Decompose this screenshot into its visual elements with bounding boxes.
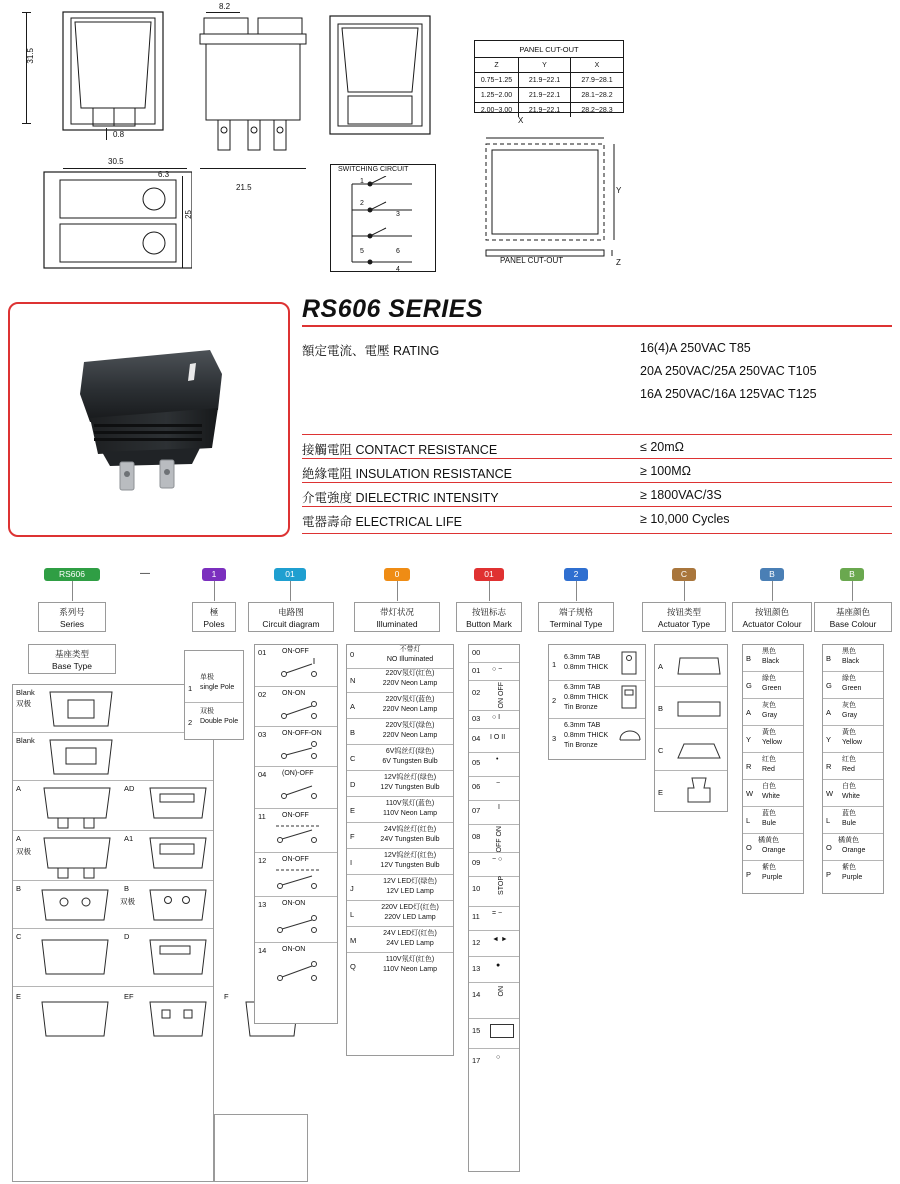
illum-cn-2: 220V氖灯(蓝色)	[385, 696, 435, 703]
circuit-code-7: 14	[258, 946, 267, 955]
base-type-figure-10	[36, 990, 116, 1042]
chip-series: RS606	[44, 568, 100, 581]
spec-value-electrical-life: ≥ 10,000 Cycles	[640, 512, 730, 526]
terminal-figure-2	[616, 722, 644, 748]
mark-sym-6: −	[496, 780, 501, 787]
terminal-num-3: 3	[396, 211, 400, 218]
base-type-code-11: EF	[124, 992, 134, 1001]
illum-en-0: NO Illuminated	[386, 656, 434, 663]
term-l2-0: 0.8mm THICK	[564, 664, 609, 671]
illum-en-1: 220V Neon Lamp	[382, 680, 438, 687]
act-col-code-4: R	[746, 762, 752, 771]
colhdr-actuator-type-en: Actuator Type	[657, 619, 711, 629]
mark-code-4: 04	[472, 734, 481, 743]
act-col-en-2: Gray	[762, 712, 778, 719]
base-col-code-3: Y	[826, 735, 832, 744]
mark-code-10: 10	[472, 884, 481, 893]
act-col-code-2: A	[746, 708, 752, 717]
illum-code-4: C	[350, 754, 356, 763]
base-col-cn-5: 白色	[842, 783, 856, 790]
panel-cutout-drawing	[478, 126, 628, 271]
table-row: 1.25~2.00 21.9~22.1 28.1~28.2	[475, 88, 623, 103]
illum-en-9: 12V LED Lamp	[386, 888, 434, 895]
front-view-drawing	[45, 8, 185, 138]
terminal-num-2: 2	[360, 200, 364, 207]
mark-sym-5: •	[496, 756, 499, 763]
dim-height-25: 25	[184, 210, 193, 219]
mark-code-1: 01	[472, 666, 481, 675]
base-col-code-2: A	[826, 708, 832, 717]
circuit-code-5: 12	[258, 856, 267, 865]
mark-code-8: 08	[472, 832, 481, 841]
illum-en-4: 6V Tungsten Bulb	[382, 758, 438, 765]
axis-z-label: Z	[616, 258, 621, 267]
colhdr-poles-en: Poles	[203, 619, 225, 629]
mark-code-5: 05	[472, 758, 481, 767]
base-col-code-8: P	[826, 870, 832, 879]
colhdr-terminal-cn: 端子规格	[558, 607, 593, 617]
act-col-en-5: White	[762, 793, 780, 800]
colhdr-base-colour-cn: 基座颜色	[835, 607, 870, 617]
mark-code-3: 03	[472, 714, 481, 723]
act-col-cn-7: 橘黄色	[758, 837, 779, 844]
divider	[302, 458, 892, 459]
chip-poles: 1	[202, 568, 226, 581]
mark-sym-9: − ○	[492, 856, 503, 863]
illum-en-3: 220V Neon Lamp	[382, 732, 438, 739]
spec-label-insulation-resistance: 絶緣電阻 INSULATION RESISTANCE	[302, 467, 512, 481]
chip-illuminated: 0	[384, 568, 410, 581]
illum-code-7: F	[350, 832, 355, 841]
act-col-cn-8: 紫色	[762, 864, 776, 871]
mark-sym-15-shape	[490, 1024, 514, 1038]
term-l1-2: 6.3mm TAB	[564, 722, 601, 729]
ordering-code-table	[6, 562, 896, 1182]
illum-cn-4: 6V钨丝灯(绿色)	[385, 748, 435, 755]
act-col-cn-4: 红色	[762, 756, 776, 763]
term-l3-1: Tin Bronze	[564, 704, 598, 711]
mark-code-2: 02	[472, 688, 481, 697]
base-col-code-7: O	[826, 843, 832, 852]
term-code-2: 3	[552, 734, 557, 743]
base-type-code-7: B	[124, 884, 130, 893]
base-type-code-5: A1	[124, 834, 134, 843]
table-row	[475, 58, 623, 73]
act-col-code-8: P	[746, 870, 752, 879]
act-type-code-2: C	[658, 746, 664, 755]
base-col-en-2: Gray	[842, 712, 858, 719]
illum-code-11: M	[350, 936, 357, 945]
panel-cutout-table	[474, 40, 624, 113]
col-header-x: X	[594, 61, 600, 69]
act-col-en-4: Red	[762, 766, 775, 773]
illum-en-7: 24V Tungsten Bulb	[380, 836, 440, 843]
illum-cn-6: 110V氖灯(蓝色)	[385, 800, 435, 807]
colhdr-illuminated-cn: 带灯状况	[379, 607, 414, 617]
colhdr-series-en: Series	[59, 619, 85, 629]
base-type-code-6: B	[16, 884, 22, 893]
base-col-cn-7: 橘黄色	[838, 837, 859, 844]
base-type-figure-11	[146, 990, 212, 1042]
circuit-figure-3	[274, 780, 332, 804]
table-row: 0.75~1.25 21.9~22.1 27.9~28.1	[475, 73, 623, 88]
act-col-code-0: B	[746, 654, 752, 663]
terminal-num-1: 1	[360, 178, 364, 185]
terminal-figure-1	[618, 684, 642, 710]
colhdr-poles-cn: 極	[209, 607, 219, 617]
base-type-cn: 基座类型	[54, 649, 89, 659]
circuit-label-5: ON-OFF	[282, 856, 309, 863]
base-col-code-4: R	[826, 762, 832, 771]
base-col-en-1: Green	[842, 685, 862, 692]
term-l3-2: Tin Bronze	[564, 742, 598, 749]
mark-sym-8: OFF ON	[496, 826, 503, 853]
act-col-code-3: Y	[746, 735, 752, 744]
circuit-code-6: 13	[258, 900, 267, 909]
circuit-figure-0	[274, 658, 332, 682]
illum-code-6: E	[350, 806, 356, 815]
circuit-label-1: ON-ON	[282, 690, 306, 697]
base-type-figure-1	[46, 734, 116, 778]
product-photo-frame	[8, 302, 290, 537]
illum-cn-11: 24V LED灯(红色)	[383, 930, 437, 937]
circuit-label-6: ON-ON	[282, 900, 306, 907]
mark-sym-12: ◄ ►	[492, 936, 508, 943]
terminal-num-4: 4	[396, 266, 400, 273]
poles-cn-2: 双极	[200, 708, 214, 715]
dim-width-30-5: 30.5	[108, 157, 124, 166]
spec-value-contact-resistance: ≤ 20mΩ	[640, 440, 684, 454]
chip-actuator-colour: B	[760, 568, 784, 581]
base-col-en-5: White	[842, 793, 860, 800]
illum-en-10: 220V LED Lamp	[384, 914, 436, 921]
spec-label-contact-resistance: 接觸電阻 CONTACT RESISTANCE	[302, 443, 498, 457]
act-col-cn-5: 白色	[762, 783, 776, 790]
base-col-cn-0: 黑色	[842, 648, 856, 655]
circuit-figure-4	[270, 822, 332, 848]
divider	[302, 482, 892, 483]
illum-en-12: 110V Neon Lamp	[383, 966, 437, 973]
act-col-code-1: G	[746, 681, 752, 690]
illum-cn-9: 12V LED灯(绿色)	[383, 878, 437, 885]
button-mark-box	[468, 644, 520, 1172]
mark-code-11: 11	[472, 912, 480, 921]
circuit-label-2: ON-OFF-ON	[282, 730, 322, 737]
chip-terminal: 2	[564, 568, 588, 581]
base-col-cn-3: 黃色	[842, 729, 856, 736]
base-type-code-9: D	[124, 932, 130, 941]
axis-x-label: X	[518, 116, 524, 125]
divider	[302, 434, 892, 435]
spec-value-insulation-resistance: ≥ 100MΩ	[640, 464, 691, 478]
mark-code-9: 09	[472, 858, 481, 867]
chip-circuit: 01	[274, 568, 306, 581]
term-code-0: 1	[552, 660, 557, 669]
illum-cn-0: 不带灯	[399, 646, 421, 653]
act-col-cn-3: 黃色	[762, 729, 776, 736]
mark-code-6: 06	[472, 782, 481, 791]
colhdr-button-mark-en: Button Mark	[466, 619, 512, 629]
page-title: RS606 SERIES	[302, 295, 484, 323]
base-col-en-6: Bule	[842, 820, 857, 827]
act-col-cn-6: 蓝色	[762, 810, 776, 817]
circuit-figure-7	[270, 956, 332, 990]
colhdr-circuit-en: Circuit diagram	[262, 619, 320, 629]
actuator-figure-3	[674, 774, 724, 808]
divider	[302, 506, 892, 507]
base-col-cn-4: 红色	[842, 756, 856, 763]
illum-cn-3: 220V氖灯(绿色)	[385, 722, 435, 729]
illum-code-10: L	[350, 910, 355, 919]
illum-cn-5: 12V钨丝灯(绿色)	[383, 774, 437, 781]
base-col-en-3: Yellow	[842, 739, 862, 746]
base-type-code-8: C	[16, 932, 22, 941]
product-photo	[72, 344, 232, 494]
poles-box	[184, 650, 244, 740]
act-col-cn-0: 黑色	[762, 648, 776, 655]
base-type-sub-4: 双极	[16, 847, 31, 856]
circuit-figure-5	[270, 866, 332, 894]
switching-circuit-diagram	[334, 176, 432, 270]
base-col-cn-2: 灰色	[842, 702, 856, 709]
chip-base-colour: B	[840, 568, 864, 581]
base-type-figure-2	[40, 782, 116, 830]
terminal-num-5: 5	[360, 248, 364, 255]
base-type-code-2: A	[16, 784, 22, 793]
dim-6-3: 6.3	[158, 170, 170, 179]
dim-21-5: 21.5	[236, 183, 252, 192]
circuit-code-1: 02	[258, 690, 267, 699]
actuator-figure-0	[674, 652, 724, 682]
circuit-code-4: 11	[258, 812, 266, 821]
spec-label-electrical-life: 電器壽命 ELECTRICAL LIFE	[302, 515, 462, 529]
chip-separator: —	[140, 568, 150, 579]
illum-cn-1: 220V氖灯(红色)	[385, 670, 435, 677]
base-col-code-5: W	[826, 789, 834, 798]
base-col-code-1: G	[826, 681, 832, 690]
mark-sym-4: I O II	[490, 734, 506, 741]
mark-code-15: 15	[472, 1026, 481, 1035]
term-l2-2: 0.8mm THICK	[564, 732, 609, 739]
illum-code-8: I	[350, 858, 353, 867]
base-type-code-1: Blank	[16, 736, 35, 745]
illum-en-2: 220V Neon Lamp	[382, 706, 438, 713]
rear-view-drawing	[326, 10, 436, 140]
illum-en-11: 24V LED Lamp	[386, 940, 434, 947]
illum-en-5: 12V Tungsten Bulb	[380, 784, 440, 791]
mark-sym-13: ●	[496, 962, 501, 969]
spec-value-rating-1: 16(4)A 250VAC T85	[640, 341, 751, 355]
chip-actuator-type: C	[672, 568, 696, 581]
base-col-cn-1: 綠色	[842, 675, 856, 682]
poles-cn-1: 单极	[200, 674, 214, 681]
act-col-code-5: W	[746, 789, 754, 798]
base-col-en-7: Orange	[842, 847, 866, 854]
base-type-extra-box	[214, 1114, 308, 1182]
illum-code-12: Q	[350, 962, 356, 971]
base-col-en-8: Purple	[842, 874, 863, 881]
act-col-en-8: Purple	[762, 874, 783, 881]
act-col-en-3: Yellow	[762, 739, 782, 746]
act-col-code-6: L	[746, 816, 751, 825]
mark-sym-11: = −	[492, 910, 503, 917]
mark-sym-2: ON OFF	[498, 682, 505, 709]
term-code-1: 2	[552, 696, 557, 705]
base-type-figure-0	[46, 686, 116, 730]
colhdr-terminal-en: Terminal Type	[549, 619, 603, 629]
col-header-y: Y	[519, 58, 571, 72]
illum-code-5: D	[350, 780, 356, 789]
spec-value-dielectric-intensity: ≥ 1800VAC/3S	[640, 488, 722, 502]
table-row: 2.00~3.00 21.9~22.1 28.2~28.3	[475, 103, 623, 117]
act-type-code-0: A	[658, 662, 664, 671]
divider	[302, 533, 892, 534]
circuit-code-0: 01	[258, 648, 267, 657]
base-type-code-3: AD	[124, 784, 135, 793]
base-type-code-12: F	[224, 992, 229, 1001]
col-header-z: Z	[475, 58, 519, 72]
mark-sym-14: ON	[498, 986, 505, 997]
dim-8-2: 8.2	[219, 2, 231, 11]
colhdr-button-mark-cn: 按钮标志	[471, 607, 506, 617]
base-type-figure-3	[146, 782, 212, 830]
terminal-figure-0	[618, 650, 642, 676]
base-type-code-4: A	[16, 834, 22, 843]
act-col-en-6: Bule	[762, 820, 777, 827]
mark-sym-7: I	[498, 804, 500, 811]
illum-code-1: N	[350, 676, 356, 685]
mark-sym-3: ○ I	[492, 714, 501, 721]
base-type-sub-7: 双极	[120, 897, 135, 906]
base-type-code-10: E	[16, 992, 22, 1001]
actuator-figure-2	[674, 736, 724, 766]
base-col-cn-6: 蓝色	[842, 810, 856, 817]
base-col-cn-8: 紫色	[842, 864, 856, 871]
poles-en-2: Double Pole	[200, 718, 239, 725]
base-type-figure-7	[146, 882, 212, 928]
circuit-label-3: (ON)-OFF	[282, 770, 314, 777]
poles-code-2: 2	[188, 718, 193, 727]
switching-circuit-label: SWITCHING CIRCUIT	[338, 166, 409, 173]
illum-en-6: 110V Neon Lamp	[383, 810, 437, 817]
mark-sym-16: ○	[496, 1054, 501, 1061]
illum-cn-8: 12V钨丝灯(红色)	[383, 852, 437, 859]
dim-0-8: 0.8	[113, 130, 125, 139]
illum-code-0: 0	[350, 650, 355, 659]
spec-value-rating-3: 16A 250VAC/16A 125VAC T125	[640, 387, 817, 401]
illum-code-9: J	[350, 884, 354, 893]
actuator-figure-1	[674, 694, 724, 724]
act-col-en-1: Green	[762, 685, 782, 692]
base-type-figure-4	[40, 832, 116, 880]
term-l1-0: 6.3mm TAB	[564, 654, 601, 661]
circuit-figure-2	[274, 740, 332, 764]
technical-drawings	[0, 0, 900, 285]
illum-code-3: B	[350, 728, 356, 737]
illum-cn-10: 220V LED灯(红色)	[381, 904, 439, 911]
mark-code-7: 07	[472, 806, 481, 815]
illum-cn-12: 110V氖灯(红色)	[385, 956, 435, 963]
colhdr-actuator-colour-en: Actuator Colour	[742, 619, 802, 629]
poles-code-1: 1	[188, 684, 193, 693]
base-type-code-0: Blank	[16, 688, 35, 697]
base-type-figure-8	[36, 930, 116, 982]
base-col-en-4: Red	[842, 766, 855, 773]
base-type-figure-6	[36, 882, 116, 928]
act-col-code-7: O	[746, 843, 752, 852]
spec-label-dielectric-intensity: 介電強度 DIELECTRIC INTENSITY	[302, 491, 499, 505]
panel-cutout-caption: PANEL CUT-OUT	[500, 256, 564, 265]
colhdr-actuator-type-cn: 按钮类型	[666, 607, 701, 617]
act-type-code-1: B	[658, 704, 664, 713]
act-col-cn-1: 綠色	[762, 675, 776, 682]
mark-code-14: 14	[472, 990, 481, 999]
base-col-en-0: Black	[842, 658, 860, 665]
spec-label-rating: 額定電流、電壓 RATING	[302, 344, 440, 358]
axis-y-label: Y	[616, 186, 622, 195]
mark-code-13: 13	[472, 964, 481, 973]
mark-sym-1: ○ −	[492, 666, 503, 673]
illum-code-2: A	[350, 702, 356, 711]
base-type-en: Base Type	[51, 661, 92, 671]
act-col-en-0: Black	[762, 658, 780, 665]
mark-code-16: 17	[472, 1056, 481, 1065]
circuit-label-7: ON-ON	[282, 946, 306, 953]
circuit-label-0: ON-OFF	[282, 648, 309, 655]
circuit-figure-1	[274, 700, 332, 724]
base-type-sub-0: 双极	[16, 699, 31, 708]
colhdr-actuator-colour-cn: 按钮颜色	[754, 607, 789, 617]
dim-height-31-5: 31.5	[26, 48, 35, 64]
act-col-cn-2: 灰色	[762, 702, 776, 709]
circuit-label-4: ON-OFF	[282, 812, 309, 819]
act-col-en-7: Orange	[762, 847, 786, 854]
side-view-drawing	[198, 14, 308, 164]
spec-value-rating-2: 20A 250VAC/25A 250VAC T105	[640, 364, 817, 378]
term-l2-1: 0.8mm THICK	[564, 694, 609, 701]
poles-en-1: single Pole	[200, 684, 235, 691]
illum-en-8: 12V Tungsten Bulb	[380, 862, 440, 869]
base-type-figure-9	[146, 930, 212, 982]
colhdr-circuit-cn: 电路图	[278, 607, 304, 617]
panel-cutout-title: PANEL CUT-OUT	[519, 44, 579, 54]
mark-code-0: 00	[472, 648, 481, 657]
circuit-code-3: 04	[258, 770, 267, 779]
chip-button-mark: 01	[474, 568, 504, 581]
base-type-figure-5	[146, 832, 212, 880]
act-type-code-3: E	[658, 788, 664, 797]
illum-cn-7: 24V钨丝灯(红色)	[383, 826, 437, 833]
colhdr-base-colour-en: Base Colour	[829, 619, 877, 629]
double-rocker-drawing	[42, 168, 192, 273]
colhdr-series-cn: 系列号	[59, 607, 85, 617]
terminal-num-6: 6	[396, 248, 400, 255]
circuit-figure-6	[270, 910, 332, 938]
mark-sym-10: STOP	[498, 876, 505, 895]
base-col-code-6: L	[826, 816, 831, 825]
mark-code-12: 12	[472, 938, 481, 947]
term-l1-1: 6.3mm TAB	[564, 684, 601, 691]
title-underline	[302, 325, 892, 327]
colhdr-illuminated-en: Illuminated	[376, 619, 418, 629]
base-col-code-0: B	[826, 654, 832, 663]
circuit-code-2: 03	[258, 730, 267, 739]
